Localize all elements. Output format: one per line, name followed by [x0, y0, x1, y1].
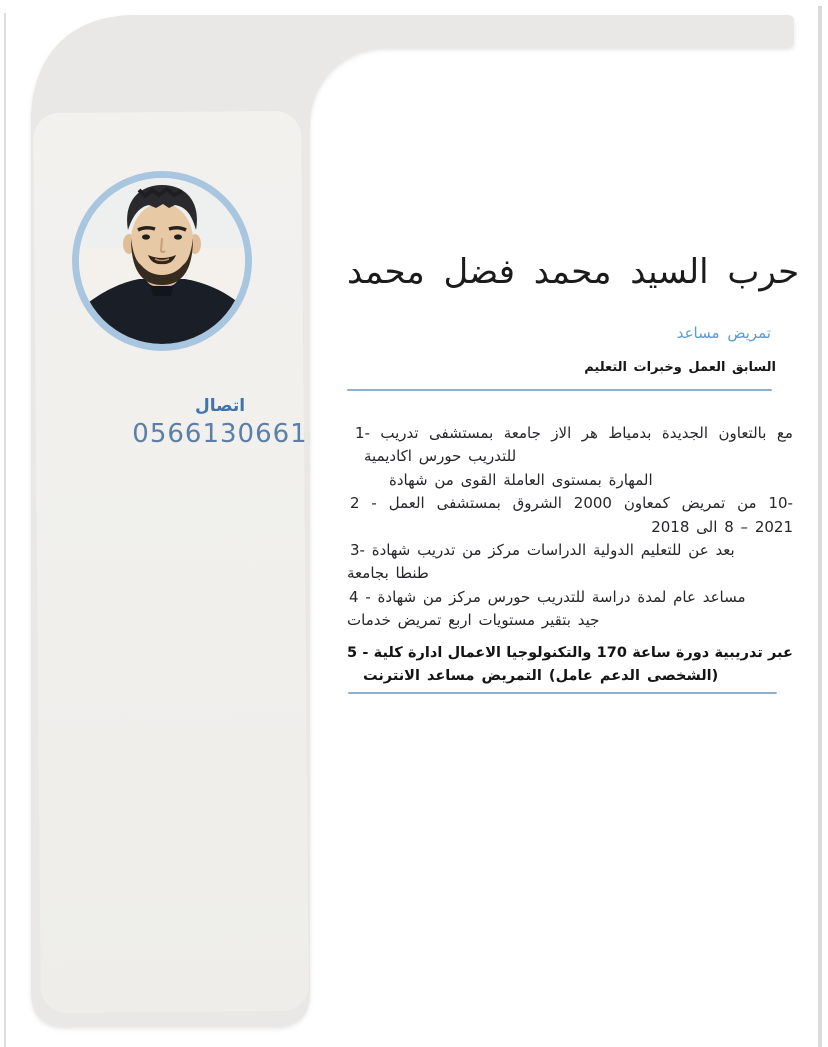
word: السيد	[630, 252, 709, 292]
word: التمريض	[481, 667, 542, 684]
word: الاز	[551, 424, 572, 442]
experience-line	[347, 424, 793, 447]
word: محمد	[347, 252, 425, 292]
word: 2000	[573, 494, 612, 513]
word: من	[462, 540, 482, 559]
word: العاملة	[503, 470, 545, 489]
word: مركز	[449, 587, 481, 606]
word: شهادة	[371, 540, 411, 559]
word: بالتعاون	[718, 424, 767, 442]
word: 170	[596, 644, 627, 661]
word: تدريبية	[714, 644, 763, 661]
phone-number: 0566130661	[132, 419, 308, 449]
word: عام	[673, 587, 696, 606]
word: 4	[349, 587, 359, 606]
word: الشروق	[512, 494, 562, 513]
word: جامعة	[503, 424, 541, 442]
word: كمعاون	[623, 494, 670, 513]
word: الدولية	[592, 540, 634, 559]
experience-line	[347, 447, 793, 470]
word: تدريب	[417, 540, 456, 559]
experience-line	[347, 541, 793, 564]
word: 1-	[355, 424, 370, 442]
word: محمد	[533, 252, 612, 292]
job-title	[347, 324, 793, 342]
word: عن	[688, 540, 709, 559]
contact-section	[118, 396, 322, 449]
section-underline	[347, 389, 772, 391]
word: للتعليم	[640, 540, 682, 559]
bottom-underline	[348, 692, 777, 694]
word: بمستشفى	[436, 494, 501, 513]
experience-line	[347, 471, 793, 494]
word: شهادة	[389, 470, 428, 489]
word: 8	[724, 517, 734, 536]
word: الدراسات	[526, 540, 587, 559]
word: العمل	[388, 494, 425, 513]
word: هر	[581, 424, 598, 442]
word: دراسة	[591, 587, 631, 606]
portrait-illustration	[79, 178, 245, 344]
experience-line	[347, 518, 793, 541]
word: كلية	[373, 644, 403, 661]
word: لمدة	[637, 587, 667, 606]
word: دورة	[675, 644, 710, 661]
word: الانترنت	[363, 667, 420, 684]
word: طنطا	[395, 564, 429, 583]
word: والتكنولوجيا	[506, 644, 592, 661]
word: تمريض	[727, 324, 771, 342]
word: حورس	[418, 447, 462, 466]
word: -	[362, 644, 369, 661]
word: وخبرات	[633, 360, 682, 375]
word: التعليم	[584, 360, 627, 375]
word: -	[365, 587, 371, 606]
word: مع	[776, 424, 793, 442]
word: الاعمال	[447, 644, 501, 661]
word: للتدريب	[468, 447, 517, 466]
experience-line	[347, 611, 793, 634]
experience-line	[347, 564, 793, 587]
word: مستويات	[478, 611, 536, 630]
word: الى	[696, 517, 718, 536]
word: الدعم	[599, 667, 640, 684]
word: بمستشفى	[429, 424, 494, 442]
word: السابق	[731, 360, 776, 375]
word: بتقير	[541, 611, 571, 630]
word: من	[737, 494, 757, 513]
section-heading	[347, 360, 793, 375]
word: بدمياط	[608, 424, 652, 442]
word: القوى	[460, 470, 497, 489]
candidate-name	[347, 252, 800, 292]
word: 3-	[350, 540, 365, 559]
word: حرب	[727, 252, 800, 292]
word: تمريض	[397, 611, 442, 630]
word: فضل	[443, 252, 515, 292]
word: -	[371, 494, 377, 513]
word: اربع	[448, 611, 472, 630]
word: من	[434, 470, 454, 489]
word: المهارة	[608, 470, 653, 489]
word: ساعة	[632, 644, 671, 661]
word: مساعد	[427, 667, 475, 684]
word: للتدريب	[537, 587, 586, 606]
experience-line	[347, 668, 793, 691]
experience-list	[347, 424, 793, 691]
experience-line	[347, 588, 793, 611]
word: (عامل	[548, 667, 593, 684]
word: مساعد	[702, 587, 746, 606]
word: 2	[350, 494, 360, 513]
profile-photo	[72, 171, 252, 351]
word: جيد	[577, 611, 600, 630]
word: تمريض	[681, 494, 726, 513]
word: شهادة	[377, 587, 417, 606]
experience-line	[347, 494, 793, 517]
word: اكاديمية	[364, 447, 412, 466]
word: خدمات	[347, 611, 391, 630]
word: بمستوى	[551, 470, 602, 489]
word: بعد	[715, 540, 735, 559]
word: من	[422, 587, 443, 606]
word: 2018	[651, 517, 690, 536]
word: تدريب	[380, 424, 419, 442]
word: الجديدة	[661, 424, 709, 442]
word: 5	[347, 644, 358, 661]
word: عبر	[768, 644, 793, 661]
word: العمل	[688, 360, 726, 375]
word: ادارة	[408, 644, 443, 661]
word: 2021	[754, 517, 793, 536]
word: –	[740, 517, 749, 536]
contact-label: اتصال	[194, 396, 246, 416]
word: حورس	[487, 587, 531, 606]
word: الشخصى)	[647, 667, 719, 684]
word: 10-	[768, 494, 793, 513]
word: مركز	[488, 540, 521, 559]
experience-line	[347, 645, 793, 668]
word: مساعد	[676, 324, 720, 342]
word: بجامعة	[347, 564, 389, 583]
